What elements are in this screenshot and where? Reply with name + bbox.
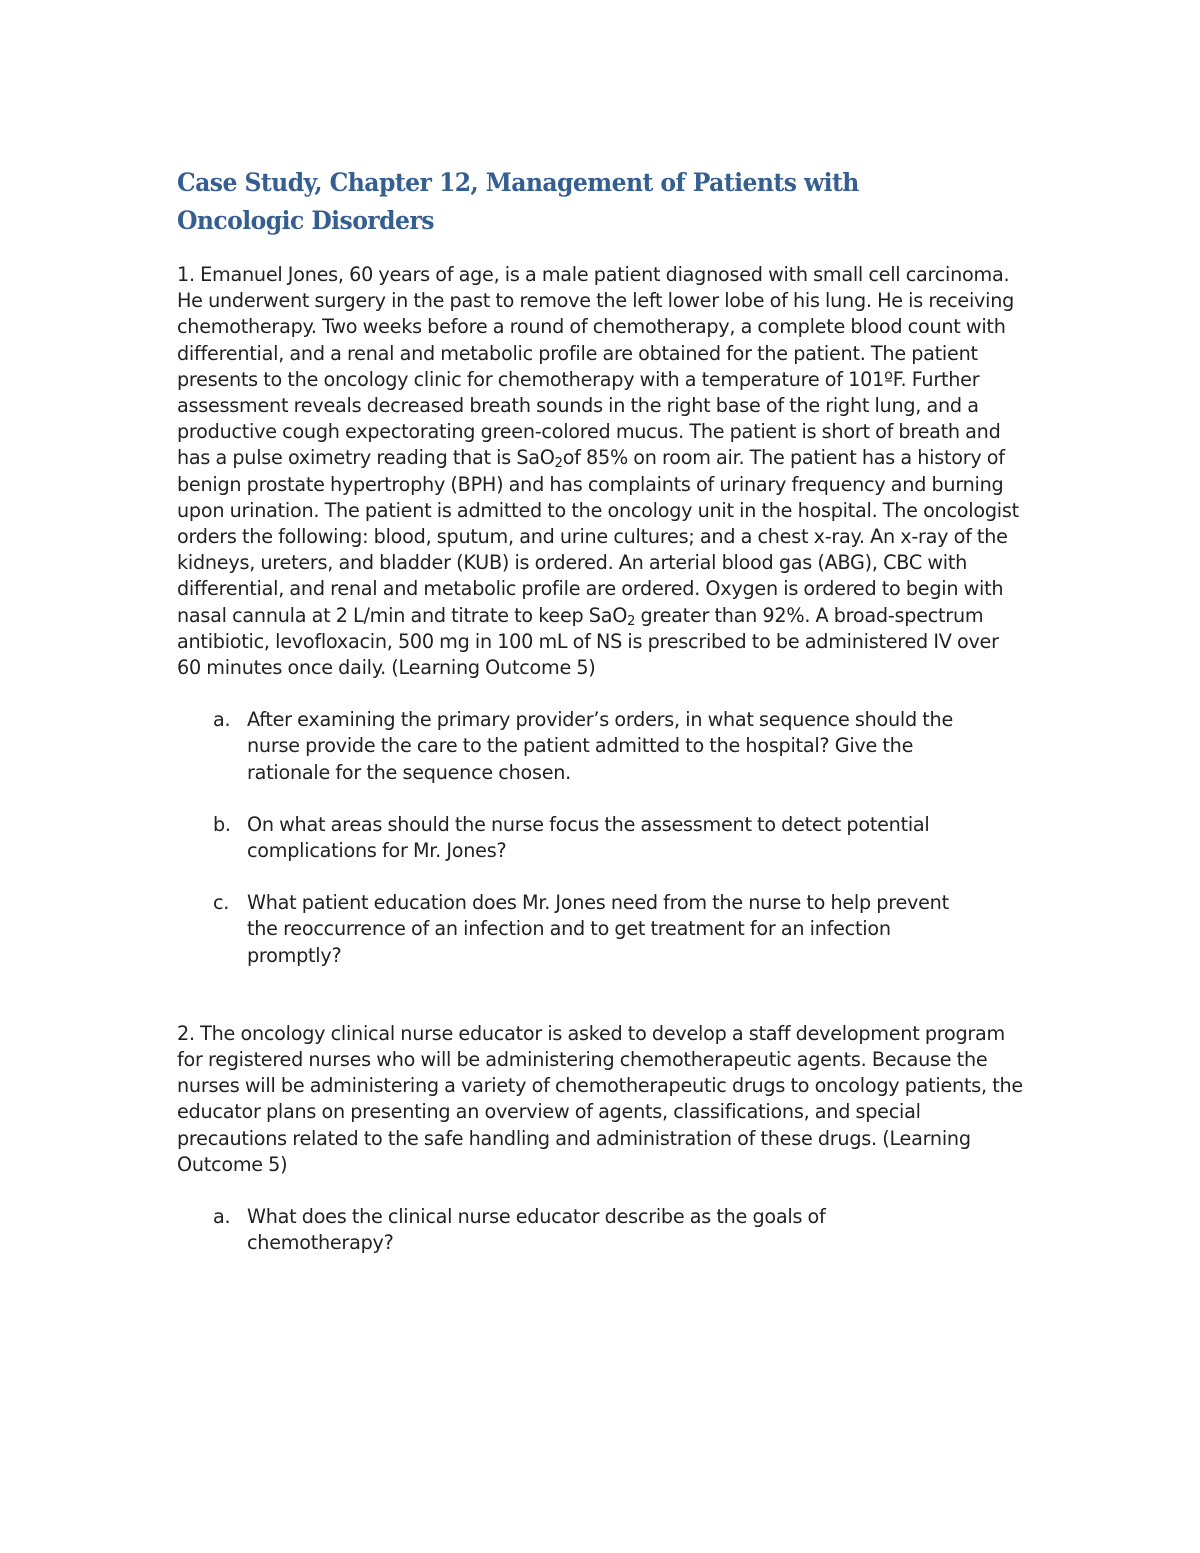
question-2-stem	[177, 1021, 1027, 1178]
subquestion-text: After examining the primary provider’s orders, in what sequence should the nurse provide the care to the patient admitted to the hospital? Give the rationale for the sequence chosen.	[247, 708, 954, 784]
question-number: 1.	[177, 263, 195, 286]
question-stem-text: of 85% on room air. The patient has a history of benign prostate hypertrophy (BPH) and has complaints of urinary frequency and burning upon urination. The patient is admitted to the oncology unit in the hospital. The oncologist orders the following: blood, sputum, and urine cultures; and a chest x-ray. An x-ray of the kidneys, ureters, and bladder (KUB) is ordered. An arterial blood gas (ABG), CBC with differential, and renal and metabolic profile are ordered. Oxygen is ordered to begin with nasal cannula at 2 L/min and titrate to keep SaO	[177, 446, 1019, 627]
question-1-subquestions	[177, 707, 1037, 969]
list-marker: a.	[213, 708, 231, 732]
subquestion-2a	[177, 1204, 967, 1256]
subquestion-text: What patient education does Mr. Jones need from the nurse to help prevent the reoccurrence of an infection and to get treatment for an infection promptly?	[247, 891, 949, 967]
subquestion-text: What does the clinical nurse educator describe as the goals of chemotherapy?	[247, 1205, 826, 1255]
subquestion-1b	[177, 812, 967, 864]
document-title: Case Study, Chapter 12, Management of Patients with Oncologic Disorders	[177, 168, 859, 235]
question-2-subquestions	[177, 1204, 1037, 1256]
subscript: 2	[554, 456, 563, 472]
question-1	[177, 262, 1037, 969]
question-stem-text: The oncology clinical nurse educator is asked to develop a staff development program for registered nurses who will be administering chemotherapeutic agents. Because the nurses will be administering a variety of chemotherapeutic drugs to oncology patients, the educator plans on presenting an overview of agents, classifications, and special precautions related to the safe handling and administration of these drugs. (Learning Outcome 5)	[177, 1021, 1023, 1176]
question-number: 2.	[177, 1021, 195, 1045]
list-marker: b.	[213, 812, 231, 836]
question-2	[177, 1021, 1037, 1257]
subscript: 2	[627, 613, 636, 629]
subquestion-text: On what areas should the nurse focus the assessment to detect potential complications for Mr. Jones?	[247, 812, 930, 863]
question-stem-text: Emanuel Jones, 60 years of age, is a male patient diagnosed with small cell carcinoma. He underwent surgery in the past to remove the left lower lobe of his lung. He is receiving chemotherapy. Two weeks before a round of chemotherapy, a complete blood count with differential, and a renal and metabolic profile are obtained for the patient. The patient presents to the oncology clinic for chemotherapy with a temperature of 101ºF. Further assessment reveals decreased breath sounds in the right base of the right lung, and a productive cough expectorating green-colored mucus. The patient is short of breath and has a pulse oximetry reading that is SaO	[177, 263, 1015, 470]
list-marker: c.	[213, 891, 230, 915]
list-marker: a.	[213, 1205, 231, 1229]
subquestion-1a	[177, 707, 967, 786]
document-page	[177, 164, 1037, 1283]
question-stem-text: greater than 92%. A broad-spectrum antibiotic, levofloxacin, 500 mg in 100 mL of NS is prescribed to be administered IV over 60 minutes once daily. (Learning Outcome 5)	[177, 603, 999, 680]
subquestion-1c	[177, 890, 967, 969]
question-1-stem	[177, 262, 1027, 681]
